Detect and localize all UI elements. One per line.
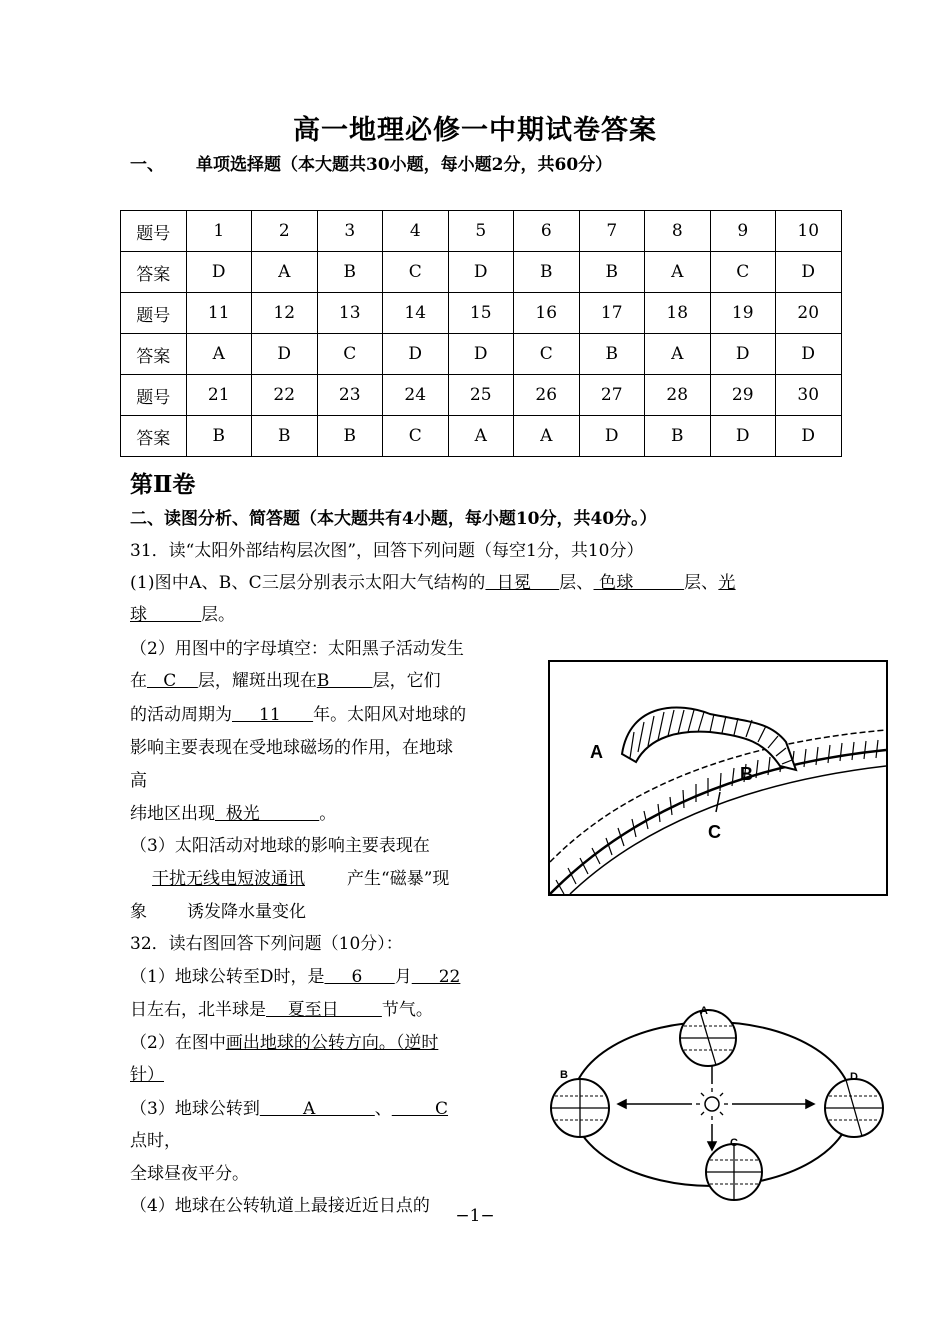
table-cell: B xyxy=(317,416,383,457)
q32-p1-text: 日左右，北半球是 xyxy=(130,1000,266,1020)
table-cell: B xyxy=(579,334,645,375)
row-label: 题号 xyxy=(121,375,187,416)
sunlight-arrows xyxy=(618,1056,814,1150)
q31-answer-cycle: 11 xyxy=(232,705,314,725)
table-row xyxy=(121,211,842,252)
table-cell: 29 xyxy=(710,375,776,416)
table-cell: B xyxy=(514,252,580,293)
table-cell: C xyxy=(710,252,776,293)
table-cell: B xyxy=(579,252,645,293)
q31-part1-line2 xyxy=(130,600,235,625)
table-cell: 26 xyxy=(514,375,580,416)
table-cell: 30 xyxy=(776,375,842,416)
table-cell: D xyxy=(776,252,842,293)
answer-table xyxy=(120,210,842,457)
q31-answer-effect3: 诱发降水量变化 xyxy=(187,902,306,922)
table-cell: A xyxy=(448,416,514,457)
solar-structure-figure xyxy=(548,660,888,896)
table-cell: C xyxy=(514,334,580,375)
q31-part2-line6 xyxy=(130,799,336,824)
row-label: 题号 xyxy=(121,293,187,334)
table-row xyxy=(121,293,842,334)
table-cell: 13 xyxy=(317,293,383,334)
label-a: A xyxy=(590,742,603,762)
table-cell: 12 xyxy=(252,293,318,334)
q31-part1-line1 xyxy=(130,568,736,593)
q32-p1-text: 节气。 xyxy=(381,1000,433,1020)
table-cell: 22 xyxy=(252,375,318,416)
page-title: 高一地理必修一中期试卷答案 xyxy=(293,115,657,146)
table-cell: D xyxy=(579,416,645,457)
earth-position-b xyxy=(551,1069,609,1137)
table-cell: D xyxy=(776,334,842,375)
q32-part3-line3: 全球昼夜平分。 xyxy=(130,1164,249,1184)
table-cell: D xyxy=(448,334,514,375)
q31-p1-text: 层、 xyxy=(559,573,594,593)
earth-label-d: D xyxy=(850,1071,858,1083)
q31-p2-text: 层，耀斑出现在 xyxy=(197,671,317,691)
row-label: 答案 xyxy=(121,334,187,375)
q31-answer-corona: 日冕 xyxy=(485,573,560,593)
earth-position-d xyxy=(825,1071,883,1137)
row-label: 题号 xyxy=(121,211,187,252)
q31-p1-text: 层、 xyxy=(683,573,719,593)
table-row xyxy=(121,375,842,416)
table-cell: C xyxy=(383,416,449,457)
q31-part3-line3 xyxy=(130,897,306,922)
table-cell: B xyxy=(317,252,383,293)
table-cell: 2 xyxy=(252,211,318,252)
table-cell: 9 xyxy=(710,211,776,252)
q31-p2-text: 年。太阳风对地球的 xyxy=(313,705,467,725)
page-number: −1− xyxy=(455,1206,495,1226)
q31-part3-line1: （3）太阳活动对地球的影响主要表现在 xyxy=(130,836,430,856)
table-cell: A xyxy=(645,334,711,375)
q31-p1-text: 层。 xyxy=(201,605,236,625)
q32-intro: 32．读右图回答下列问题（10分）： xyxy=(130,934,403,954)
earth-label-b: B xyxy=(560,1069,568,1081)
table-cell: D xyxy=(710,334,776,375)
table-cell: A xyxy=(514,416,580,457)
q32-part3-line1 xyxy=(130,1094,448,1119)
row-label: 答案 xyxy=(121,416,187,457)
table-cell: 3 xyxy=(317,211,383,252)
label-c: C xyxy=(708,822,721,842)
table-cell: 10 xyxy=(776,211,842,252)
q31-answer-photosphere-a: 光 xyxy=(718,573,736,593)
q32-answer-equinox-a: A xyxy=(259,1099,375,1119)
table-cell: A xyxy=(645,252,711,293)
table-cell: D xyxy=(252,334,318,375)
q31-answer-effect2: 产生“磁暴”现 xyxy=(347,869,450,889)
q32-p1-text: （1）地球公转至D时，是 xyxy=(130,967,325,987)
q32-answer-equinox-c: C xyxy=(391,1099,449,1119)
table-cell: 7 xyxy=(579,211,645,252)
q32-answer-direction-end: 针） xyxy=(130,1065,164,1085)
q31-answer-effect1: 干扰无线电短波通讯 xyxy=(152,869,305,889)
table-cell: 27 xyxy=(579,375,645,416)
table-cell: B xyxy=(252,416,318,457)
q32-part4-line1: （4）地球在公转轨道上最接近近日点的 xyxy=(130,1196,430,1216)
q31-part2-line2 xyxy=(130,666,441,691)
section1-heading xyxy=(130,150,612,175)
row-label: 答案 xyxy=(121,252,187,293)
q32-answer-direction: 画出地球的公转方向。（逆时 xyxy=(225,1033,439,1053)
earth-position-a xyxy=(680,1005,736,1066)
table-row xyxy=(121,334,842,375)
q32-p2-text: （2）在图中 xyxy=(130,1033,226,1053)
table-cell: 5 xyxy=(448,211,514,252)
earth-label-a: A xyxy=(700,1005,708,1017)
table-row xyxy=(121,416,842,457)
q32-answer-day: 22 xyxy=(411,967,461,987)
q31-part2-line3 xyxy=(130,700,466,725)
table-cell: 20 xyxy=(776,293,842,334)
q31-part2-line1: （2）用图中的字母填空：太阳黑子活动发生 xyxy=(130,639,464,659)
q31-part3-line2 xyxy=(130,864,449,889)
q31-p2-text: 的活动周期为 xyxy=(130,705,232,725)
q31-answer-aurora: 极光 xyxy=(215,804,320,824)
q31-answer-flare-layer: B xyxy=(316,671,373,691)
table-cell: A xyxy=(186,334,252,375)
answer-table-body xyxy=(121,211,842,457)
table-cell: 1 xyxy=(186,211,252,252)
q31-p2-text: 纬地区出现 xyxy=(130,804,215,824)
table-cell: 19 xyxy=(710,293,776,334)
table-row xyxy=(121,252,842,293)
q32-p3-text: 、 xyxy=(374,1099,392,1119)
q31-intro: 31．读“太阳外部结构层次图”，回答下列问题（每空1分，共10分） xyxy=(130,541,644,561)
table-cell: 24 xyxy=(383,375,449,416)
q32-part3-line2: 点时， xyxy=(130,1131,181,1151)
table-cell: B xyxy=(645,416,711,457)
q32-part1-line1 xyxy=(130,962,460,987)
q31-p2-text: 。 xyxy=(319,804,337,824)
table-cell: D xyxy=(710,416,776,457)
table-cell: D xyxy=(776,416,842,457)
table-cell: D xyxy=(383,334,449,375)
q31-part2-line5: 高 xyxy=(130,771,147,791)
section1-text: 单项选择题（本大题共30小题，每小题2分，共60分） xyxy=(196,155,613,175)
q31-part2-line4: 影响主要表现在受地球磁场的作用，在地球 xyxy=(130,738,453,758)
q31-p1-text: (1)图中A、B、C三层分别表示太阳大气结构的 xyxy=(130,573,486,593)
earth-label-c: C xyxy=(730,1137,738,1149)
table-cell: D xyxy=(448,252,514,293)
table-cell: 8 xyxy=(645,211,711,252)
q32-part2-line1 xyxy=(130,1028,438,1053)
q32-part2-line2 xyxy=(130,1060,164,1085)
table-cell: C xyxy=(317,334,383,375)
q32-p3-text: （3）地球公转到 xyxy=(130,1099,260,1119)
q32-answer-month: 6 xyxy=(324,967,395,987)
table-cell: 28 xyxy=(645,375,711,416)
table-cell: 11 xyxy=(186,293,252,334)
table-cell: 6 xyxy=(514,211,580,252)
label-b: B xyxy=(740,764,753,784)
section2-heading: 二、读图分析、简答题（本大题共有4小题，每小题10分，共40分。） xyxy=(130,509,657,529)
table-cell: 17 xyxy=(579,293,645,334)
table-cell: 25 xyxy=(448,375,514,416)
earth-orbit-figure xyxy=(548,1000,888,1205)
volume2-heading: 第Ⅱ卷 xyxy=(130,471,196,498)
table-cell: 21 xyxy=(186,375,252,416)
table-cell: A xyxy=(252,252,318,293)
q31-answer-chromosphere: 色球 xyxy=(593,573,684,593)
q32-p1-text: 月 xyxy=(394,967,412,987)
q31-answer-sunspot-layer: C xyxy=(147,671,198,691)
q31-p2-text: 在 xyxy=(130,671,147,691)
q31-p2-text: 层，它们 xyxy=(372,671,441,691)
table-cell: 16 xyxy=(514,293,580,334)
table-cell: C xyxy=(383,252,449,293)
table-cell: 14 xyxy=(383,293,449,334)
q31-answer-effect2-end: 象 xyxy=(130,902,147,922)
q32-part1-line2 xyxy=(130,995,433,1020)
sun-icon xyxy=(696,1088,728,1120)
section1-number: 一、 xyxy=(130,155,164,175)
table-cell: 4 xyxy=(383,211,449,252)
table-cell: 18 xyxy=(645,293,711,334)
q31-answer-photosphere-b: 球 xyxy=(130,605,202,625)
table-cell: D xyxy=(186,252,252,293)
table-cell: 23 xyxy=(317,375,383,416)
table-cell: 15 xyxy=(448,293,514,334)
q32-answer-solar-term: 夏至日 xyxy=(266,1000,382,1020)
table-cell: B xyxy=(186,416,252,457)
